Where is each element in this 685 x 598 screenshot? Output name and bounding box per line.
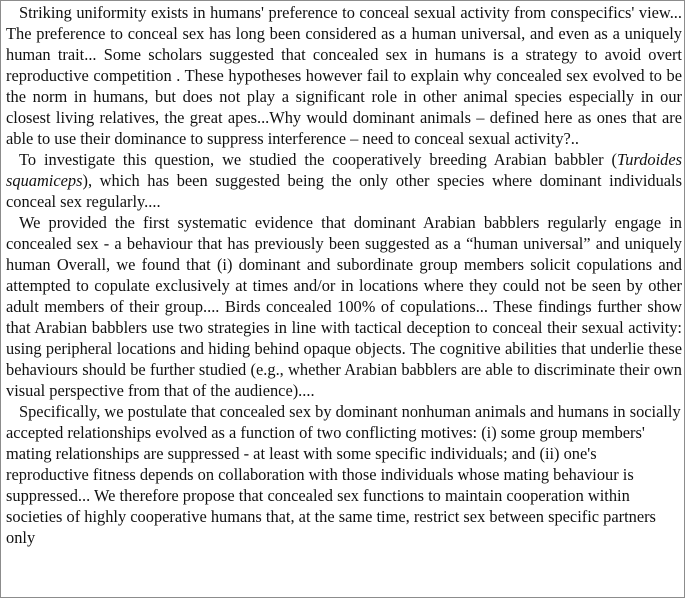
species-name: Turdoides squamiceps [6, 150, 682, 190]
paragraph-text-after: ), which has been suggested being the only other species where dominant individuals conceal sex regularly.... [6, 171, 682, 211]
paragraph-hypothesis: Specifically, we postulate that concealed sex by dominant nonhuman animals and humans in socially accepted relationships evolved as a function of two conflicting motives: (i) some group members' mating relationships are suppressed - at least with some specific individuals; and (ii) one's reproductive fitness depends on collaboration with those individuals whose mating behaviour is suppressed... We therefore propose that concealed sex functions to maintain cooperation within societies of highly cooperative humans that, at the same time, restrict sex between specific partners only [6, 402, 681, 547]
paragraph-concealment-intro: Striking uniformity exists in humans' preference to conceal sexual activity from conspecifics' view... The preference to conceal sex has long been considered as a human universal, and even as a uniquely human trait... Some scholars suggested that concealed sex in humans is a strategy to avoid overt reproductive competition . These hypotheses however fail to explain why concealed sex evolved to be the norm in humans, but does not play a significant role in other animal species especially in our closest living relatives, the great apes...Why would dominant animals – defined here as ones that are able to use their dominance to suppress interference – need to conceal sexual activity?.. [6, 3, 682, 148]
paragraph-study-species [6, 149, 682, 212]
paragraph-text-before: To investigate this question, we studied the cooperatively breeding Arabian babbler ( [19, 150, 618, 169]
paragraph-findings: We provided the first systematic evidence that dominant Arabian babblers regularly engage in concealed sex - a behaviour that has previously been suggested as a “human universal” and uniquely human Overall, we found that (i) dominant and subordinate group members solicit copulations and attempted to copulate exclusively at times and/or in locations where they could not be seen by other adult members of their group.... Birds concealed 100% of copulations... These findings further show that Arabian babblers use two strategies in line with tactical deception to conceal their sexual activity: using peripheral locations and hiding behind opaque objects. The cognitive abilities that underlie these behaviours should be further studied (e.g., whether Arabian babblers are able to discriminate their own visual perspective from that of the audience).... [6, 213, 682, 400]
document-body [6, 2, 682, 548]
